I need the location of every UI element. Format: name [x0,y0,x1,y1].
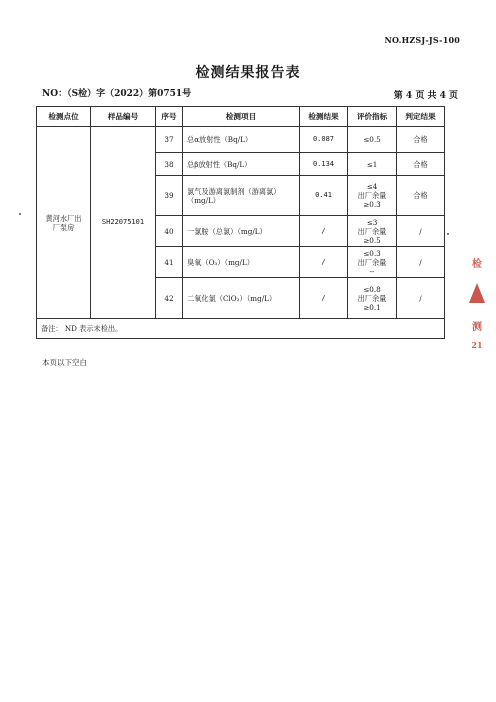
header-item: 检测项目 [183,107,300,127]
seq-cell: 37 [156,127,183,153]
report-number: NO：（S检）字（2022）第0751号 [42,89,192,99]
standard-cell [348,247,397,278]
document-number: NO.HZSJ-JS-100 [384,35,460,45]
item-cell: 臭氧（O₃）（mg/L） [183,247,300,278]
header-sample: 样品编号 [91,107,156,127]
standard-line-2: 出厂余量 [357,293,387,303]
site-cell: 黄河水厂出厂泵房 [37,127,91,319]
sample-cell: SH22075101 [91,127,156,319]
header-judgement: 判定结果 [397,107,445,127]
seq-cell: 39 [156,176,183,216]
page-indicator: 第 4 页 共 4 页 [393,91,458,101]
seal-stamp-character: 检 [472,259,482,270]
item-cell: 总β放射性（Bq/L） [183,153,300,176]
seal-stamp-icon [469,283,485,303]
result-cell: 0.41 [300,176,348,216]
standard-line-3: ≥0.1 [363,302,381,312]
standard-cell [348,153,397,176]
result-cell: 0.087 [300,127,348,153]
standard-line-1: ≤4 [366,182,378,191]
judgement-cell: 合格 [397,127,445,153]
standard-line-3: ≥0.3 [363,200,381,209]
blank-below-notice: 本页以下空白 [42,358,87,367]
judgement-cell: / [397,247,445,278]
standard-line-2: 出厂余量 [357,257,387,267]
seq-cell: 42 [156,278,183,319]
scan-speck [447,233,449,235]
note-row [37,319,445,339]
standard-line-1: ≤0.3 [363,248,381,258]
standard-line-3: -- [369,266,375,276]
header-site: 检测点位 [37,107,91,127]
result-cell: / [300,247,348,278]
standard-line-3: ≥0.5 [363,235,381,245]
judgement-cell: 合格 [397,176,445,216]
table-row [37,127,445,153]
item-cell: 总α放射性（Bq/L） [183,127,300,153]
standard-line-2: 出厂余量 [357,191,387,200]
result-cell: / [300,278,348,319]
page-title: 检测结果报告表 [195,65,301,81]
judgement-cell: / [397,216,445,247]
note-cell: 备注： ND 表示未检出。 [37,319,445,339]
standard-cell [348,176,397,216]
scan-speck [19,213,21,215]
header-standard: 评价指标 [348,107,397,127]
result-cell: / [300,216,348,247]
standard-line-1: ≤0.8 [363,284,381,294]
judgement-cell: / [397,278,445,319]
judgement-cell: 合格 [397,153,445,176]
standard-line-1: ≤0.5 [363,135,381,144]
seal-stamp-character: 测 [472,322,482,333]
header-result: 检测结果 [300,107,348,127]
standard-line-2: 出厂余量 [357,226,387,236]
standard-cell [348,216,397,247]
seq-cell: 40 [156,216,183,247]
result-cell: 0.134 [300,153,348,176]
item-cell: 二氧化氯（ClO₂）（mg/L） [183,278,300,319]
standard-line-1: ≤1 [366,159,378,169]
item-cell: 氯气及游离氯制剂（游离氯）（mg/L） [183,176,300,216]
header-seq: 序号 [156,107,183,127]
seq-cell: 38 [156,153,183,176]
seal-stamp-number: 21 [471,340,483,350]
item-cell: 一氯胺（总氯）（mg/L） [183,216,300,247]
standard-cell [348,278,397,319]
results-table [36,106,445,339]
standard-cell [348,127,397,153]
seq-cell: 41 [156,247,183,278]
standard-line-1: ≤3 [366,217,378,227]
header-row [37,107,445,127]
